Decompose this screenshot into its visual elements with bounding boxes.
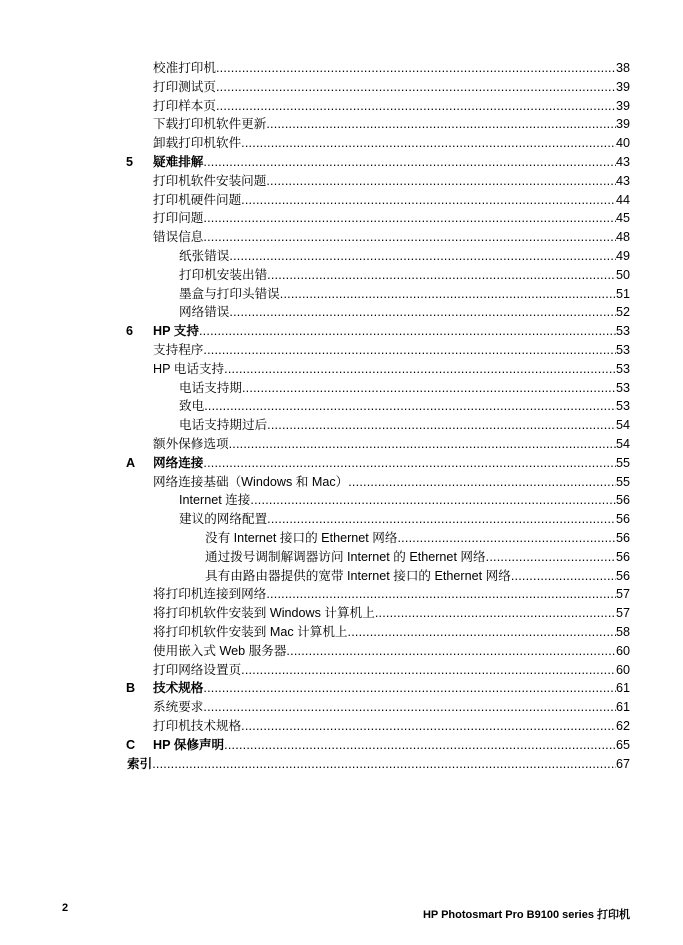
toc-page-number: 49 bbox=[615, 249, 630, 263]
toc-dot-leader bbox=[267, 266, 616, 284]
toc-entry-title: 打印问题 bbox=[153, 211, 204, 226]
toc-entry bbox=[153, 97, 630, 115]
toc-entry bbox=[153, 623, 630, 641]
toc-entry bbox=[153, 642, 630, 660]
toc-entry bbox=[179, 491, 630, 509]
toc-dot-leader bbox=[229, 435, 616, 453]
footer-title: HP Photosmart Pro B9100 series 打印机 bbox=[422, 909, 630, 921]
toc-page-number: 53 bbox=[615, 324, 630, 339]
toc-page-number: 61 bbox=[615, 681, 630, 696]
toc-dot-leader bbox=[348, 623, 616, 641]
toc-entry-title: 将打印机软件安装到 Mac 计算机上 bbox=[153, 625, 348, 639]
toc-entry bbox=[153, 115, 630, 133]
toc-entry bbox=[205, 529, 630, 547]
toc-page-number: 43 bbox=[615, 173, 630, 188]
toc-dot-leader bbox=[280, 285, 616, 303]
toc-entry-title: HP 支持 bbox=[153, 324, 199, 339]
toc-entry bbox=[127, 755, 630, 773]
toc-dot-leader bbox=[348, 473, 616, 491]
toc-entry-title: 下载打印机软件更新 bbox=[153, 117, 267, 132]
toc-page-number: 53 bbox=[615, 343, 630, 357]
toc-entry bbox=[153, 360, 630, 378]
toc-entry bbox=[179, 379, 630, 397]
toc-entry-title: 打印机硬件问题 bbox=[153, 192, 242, 207]
toc-entry bbox=[179, 247, 630, 265]
toc-entry-title: 墨盒与打印头错误 bbox=[179, 286, 280, 301]
toc-dot-leader bbox=[242, 379, 616, 397]
toc-entry bbox=[153, 435, 630, 453]
toc-page-number: 56 bbox=[615, 493, 630, 508]
toc-entry-title: 索引 bbox=[127, 756, 153, 771]
toc-entry bbox=[153, 191, 630, 209]
toc-page-number: 48 bbox=[615, 230, 630, 245]
toc-entry-title: 支持程序 bbox=[153, 343, 204, 357]
toc-page-number: 58 bbox=[615, 625, 630, 639]
toc-page-number: 38 bbox=[615, 61, 630, 75]
toc-entry bbox=[205, 567, 630, 585]
toc-dot-leader bbox=[375, 604, 616, 622]
toc-page-number: 40 bbox=[615, 136, 630, 151]
toc-entry bbox=[153, 172, 630, 190]
toc-page-number: 56 bbox=[615, 512, 630, 527]
toc-entry-title: 将打印机连接到网络 bbox=[153, 587, 267, 602]
toc-entry bbox=[179, 285, 630, 303]
toc-page-number: 44 bbox=[615, 192, 630, 207]
toc-entry-title: HP 电话支持 bbox=[153, 361, 225, 376]
toc-dot-leader bbox=[229, 247, 616, 265]
toc-dot-leader bbox=[266, 115, 616, 133]
toc-page-number: 53 bbox=[615, 399, 630, 414]
toc-entry bbox=[153, 585, 630, 603]
toc-dot-leader bbox=[486, 548, 616, 566]
toc-entry bbox=[153, 134, 630, 152]
toc-page-number: 54 bbox=[615, 418, 630, 433]
toc-entry bbox=[126, 679, 630, 697]
toc-chapter-number: A bbox=[126, 455, 136, 470]
toc-dot-leader bbox=[203, 679, 616, 697]
toc-dot-leader bbox=[203, 698, 616, 716]
toc-dot-leader bbox=[241, 717, 616, 735]
toc-entry-title: 具有由路由器提供的宽带 Internet 接口的 Ethernet 网络 bbox=[205, 568, 511, 583]
toc-entry-title: 通过拨号调制解调器访问 Internet 的 Ethernet 网络 bbox=[205, 549, 486, 564]
toc-entry-title: 打印样本页 bbox=[153, 98, 216, 113]
toc-dot-leader bbox=[267, 416, 616, 434]
toc-page-number: 60 bbox=[615, 662, 630, 677]
toc-dot-leader bbox=[203, 209, 616, 227]
toc-dot-leader bbox=[241, 134, 616, 152]
toc-entry-title: 网络错误 bbox=[179, 305, 230, 320]
toc-entry-title: 系统要求 bbox=[153, 700, 204, 715]
toc-entry bbox=[153, 717, 630, 735]
toc-entry-title: 打印机技术规格 bbox=[153, 719, 242, 733]
toc-dot-leader bbox=[266, 585, 616, 603]
toc-dot-leader bbox=[511, 567, 616, 585]
toc-entry bbox=[179, 510, 630, 528]
toc-entry-title: 纸张错误 bbox=[179, 249, 230, 263]
toc-entry-title: 网络连接 bbox=[153, 455, 204, 470]
toc-dot-leader bbox=[397, 529, 616, 547]
toc-dot-leader bbox=[203, 341, 616, 359]
toc-entry bbox=[153, 698, 630, 716]
toc-page-number: 50 bbox=[615, 267, 630, 282]
toc-entry bbox=[153, 341, 630, 359]
toc-dot-leader bbox=[204, 397, 616, 415]
toc-page-number: 51 bbox=[615, 286, 630, 301]
toc-dot-leader bbox=[203, 153, 616, 171]
toc-page-number: 57 bbox=[615, 587, 630, 602]
toc-page-number: 52 bbox=[615, 305, 630, 320]
toc-entry-title: 建议的网络配置 bbox=[179, 512, 268, 527]
toc-entry-title: 使用嵌入式 Web 服务器 bbox=[153, 643, 287, 658]
toc-page-number: 45 bbox=[615, 211, 630, 226]
toc-entry bbox=[153, 59, 630, 77]
toc-dot-leader bbox=[241, 661, 616, 679]
toc-page-number: 60 bbox=[615, 643, 630, 658]
toc-entry bbox=[179, 397, 630, 415]
toc-dot-leader bbox=[241, 191, 616, 209]
toc-entry bbox=[179, 303, 630, 321]
toc-page-number: 39 bbox=[615, 98, 630, 113]
toc-dot-leader bbox=[266, 172, 616, 190]
toc-dot-leader bbox=[203, 454, 616, 472]
footer-page-number: 2 bbox=[62, 902, 69, 914]
toc-entry-title: 打印网络设置页 bbox=[153, 662, 242, 677]
toc-entry bbox=[126, 322, 630, 340]
toc-page-number: 56 bbox=[615, 549, 630, 564]
toc-page-number: 62 bbox=[615, 719, 630, 733]
toc-entry-title: 没有 Internet 接口的 Ethernet 网络 bbox=[205, 531, 398, 545]
toc-page-number: 39 bbox=[615, 79, 630, 94]
toc-entry-title: 疑难排解 bbox=[153, 155, 204, 169]
toc-page-number: 56 bbox=[615, 531, 630, 545]
toc-page-number: 53 bbox=[615, 380, 630, 395]
toc-page-number: 39 bbox=[615, 117, 630, 132]
toc-page-number: 65 bbox=[615, 737, 630, 752]
toc-page-number: 61 bbox=[615, 700, 630, 715]
toc-dot-leader bbox=[224, 360, 616, 378]
toc-entry-title: 额外保修选项 bbox=[153, 437, 229, 451]
toc-dot-leader bbox=[286, 642, 616, 660]
toc-dot-leader bbox=[267, 510, 616, 528]
toc-page-number: 56 bbox=[615, 568, 630, 583]
toc-entry-title: 打印机软件安装问题 bbox=[153, 173, 267, 188]
toc-dot-leader bbox=[199, 322, 616, 340]
toc-entry-title: 网络连接基础（Windows 和 Mac） bbox=[153, 474, 349, 489]
toc-page-number: 57 bbox=[615, 606, 630, 621]
toc-entry bbox=[126, 454, 630, 472]
toc-entry-title: 电话支持期 bbox=[179, 380, 242, 395]
toc-entry bbox=[153, 209, 630, 227]
toc-page-number: 55 bbox=[615, 455, 630, 470]
toc-entry-title: 校准打印机 bbox=[153, 61, 216, 75]
toc-entry-title: 电话支持期过后 bbox=[179, 418, 268, 433]
toc-entry-title: 打印测试页 bbox=[153, 79, 216, 94]
toc-entry bbox=[126, 153, 630, 171]
toc-page-number: 43 bbox=[615, 155, 630, 169]
toc-dot-leader bbox=[250, 491, 616, 509]
toc-dot-leader bbox=[216, 59, 616, 77]
toc-dot-leader bbox=[203, 228, 616, 246]
toc-chapter-number: 5 bbox=[126, 155, 134, 169]
toc-entry bbox=[126, 736, 630, 754]
toc-entry bbox=[179, 416, 630, 434]
toc-entry-title: 技术规格 bbox=[153, 681, 204, 696]
toc-page-number: 53 bbox=[615, 361, 630, 376]
toc-dot-leader bbox=[224, 736, 616, 754]
toc-dot-leader bbox=[216, 78, 616, 96]
toc-entry bbox=[153, 661, 630, 679]
toc-page-number: 67 bbox=[615, 756, 630, 771]
toc-entry-title: 打印机安装出错 bbox=[179, 267, 268, 282]
toc-chapter-number: B bbox=[126, 681, 136, 696]
toc-entry bbox=[153, 228, 630, 246]
toc-entry-title: 卸载打印机软件 bbox=[153, 136, 242, 151]
toc-entry-title: 致电 bbox=[179, 399, 205, 414]
toc-entry bbox=[153, 78, 630, 96]
toc-dot-leader bbox=[152, 755, 616, 773]
toc-chapter-number: C bbox=[126, 737, 136, 752]
toc-entry-title: 错误信息 bbox=[153, 230, 204, 245]
toc-entry-title: Internet 连接 bbox=[179, 493, 251, 508]
toc-dot-leader bbox=[229, 303, 616, 321]
toc-dot-leader bbox=[216, 97, 616, 115]
toc-page-number: 55 bbox=[615, 474, 630, 489]
toc-entry-title: HP 保修声明 bbox=[153, 737, 225, 752]
toc-entry bbox=[153, 473, 630, 491]
toc-entry bbox=[179, 266, 630, 284]
toc-entry bbox=[205, 548, 630, 566]
toc-page-number: 54 bbox=[615, 437, 630, 451]
toc-entry bbox=[153, 604, 630, 622]
toc-entry-title: 将打印机软件安装到 Windows 计算机上 bbox=[153, 606, 375, 621]
toc-chapter-number: 6 bbox=[126, 324, 134, 339]
